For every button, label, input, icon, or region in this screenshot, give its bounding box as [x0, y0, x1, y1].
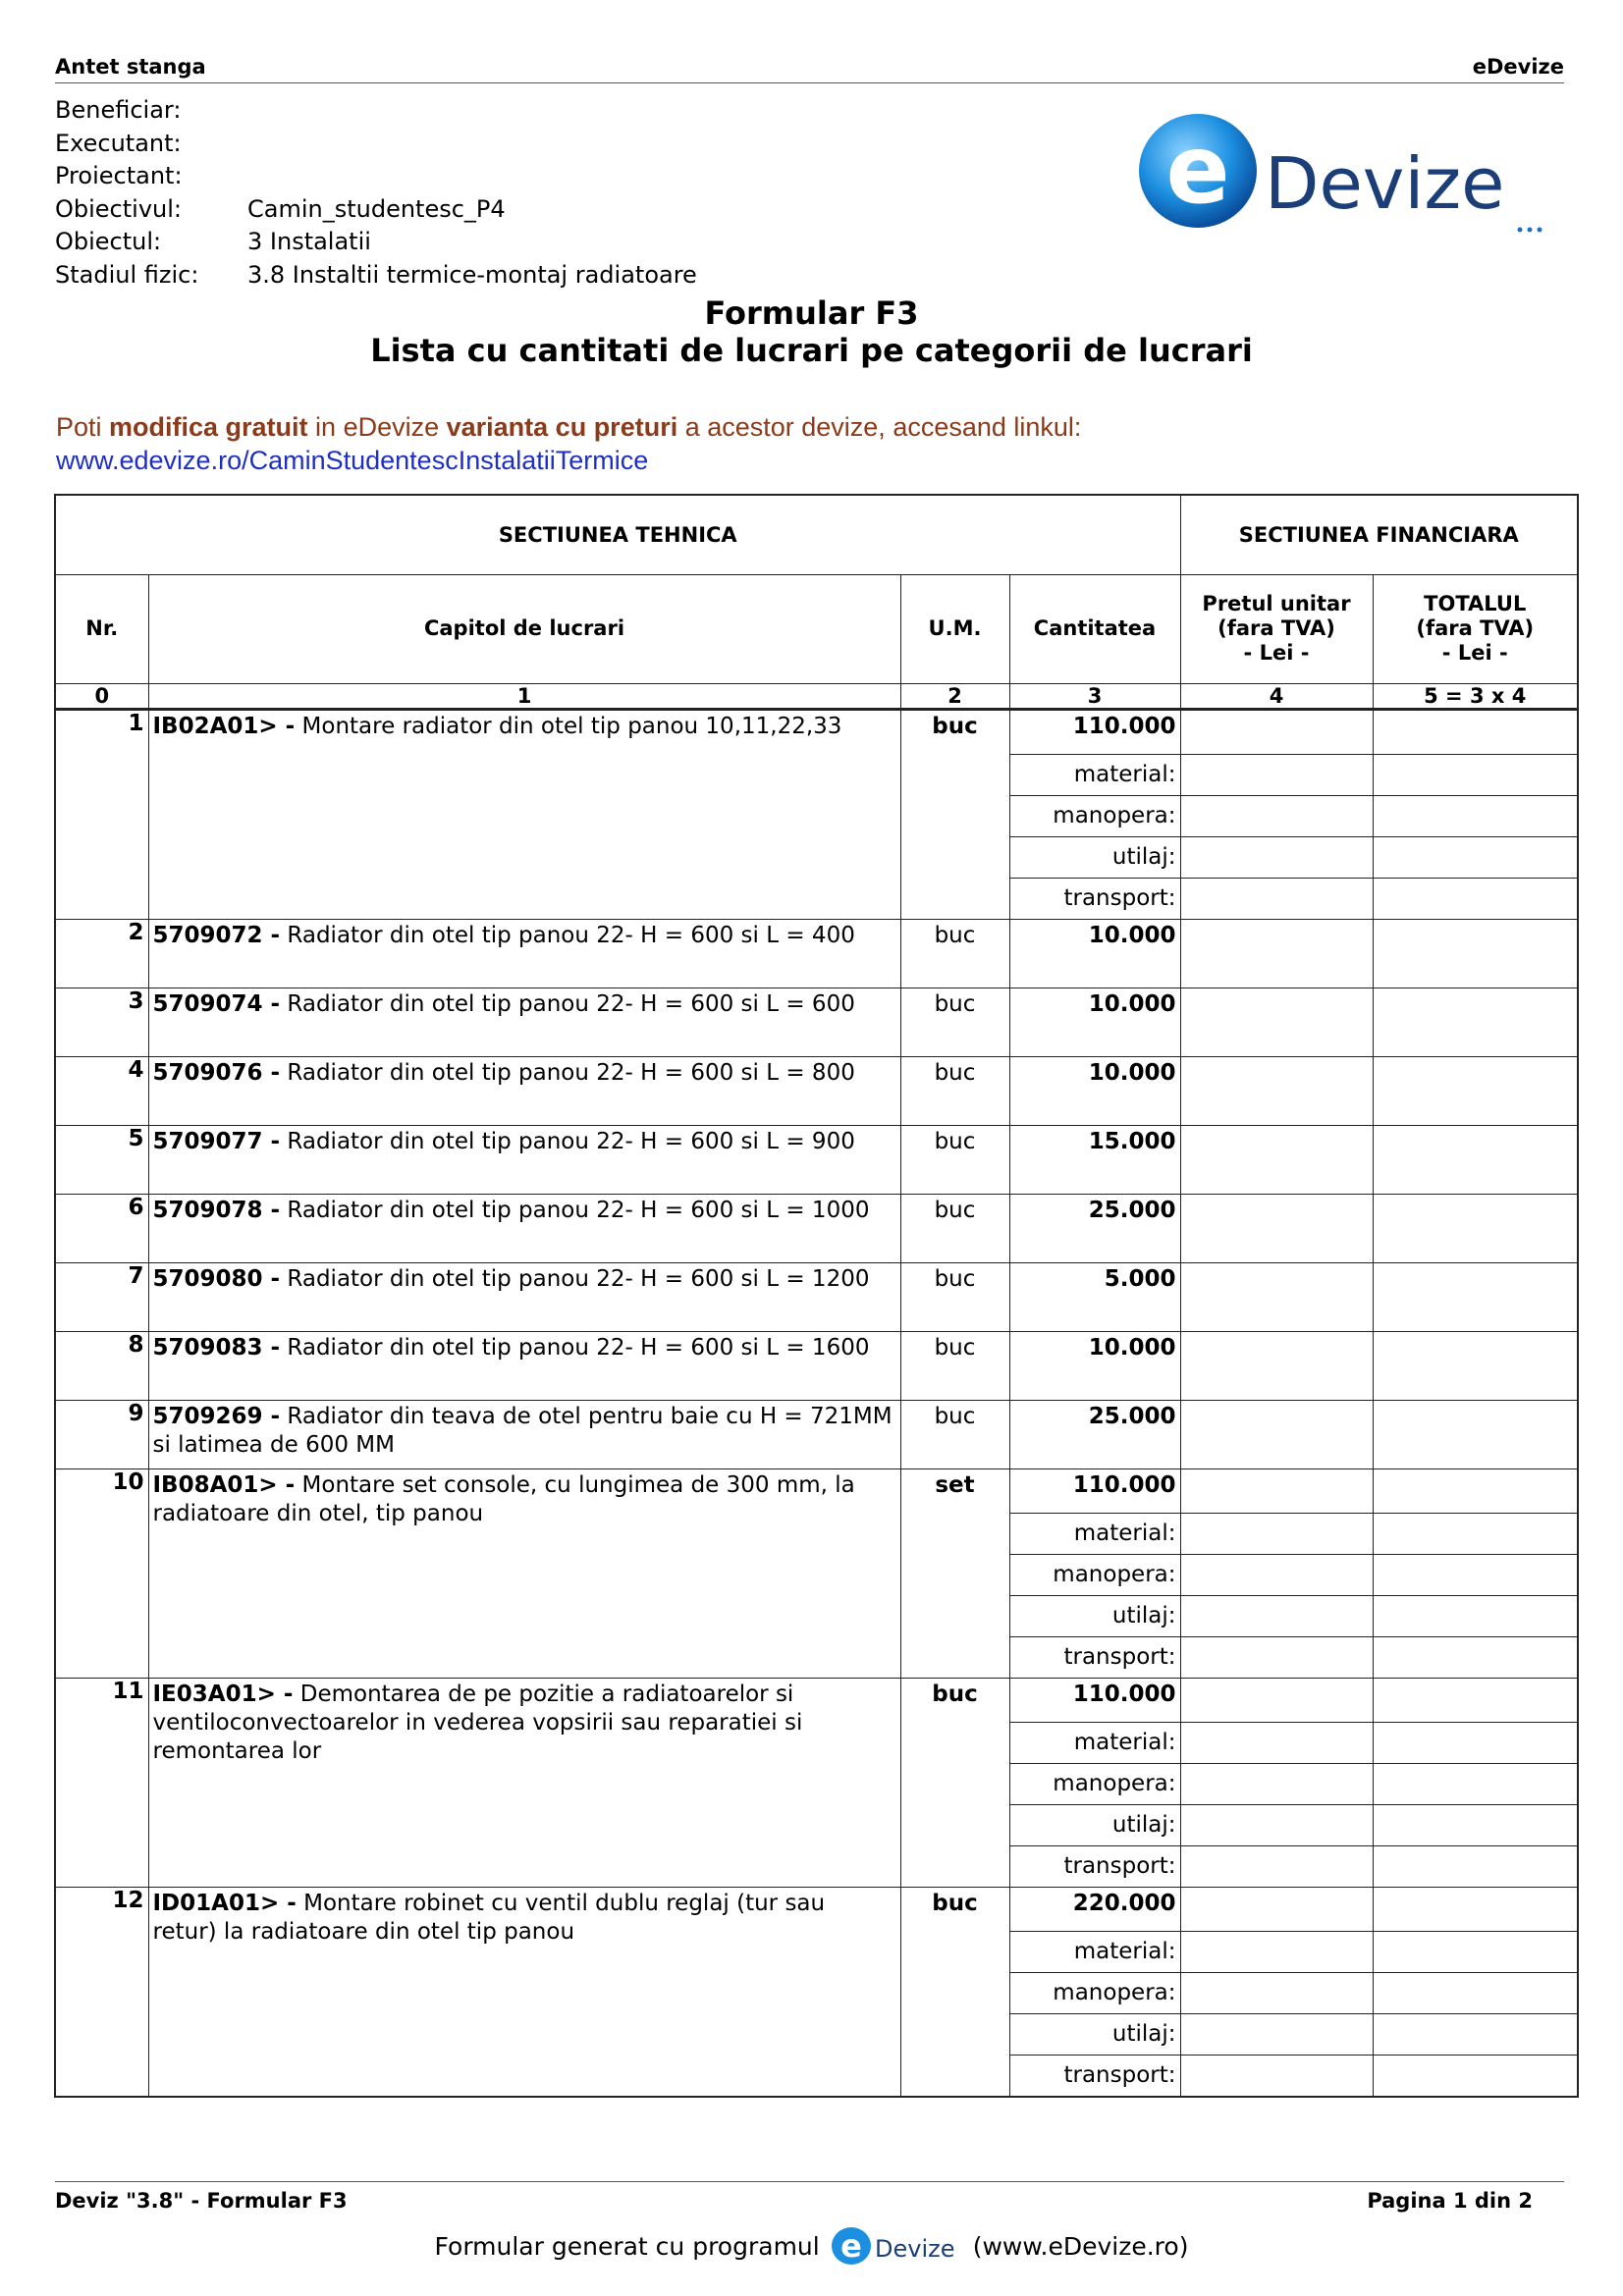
sub-total [1373, 1763, 1578, 1804]
row-qty: 110.000 [1009, 709, 1180, 754]
sub-label: material: [1009, 1931, 1180, 1972]
sub-unit-price [1180, 1595, 1373, 1636]
info-row [55, 259, 697, 293]
table-row [55, 1262, 1578, 1331]
sub-label: transport: [1009, 1636, 1180, 1678]
form-subtitle: Lista cu cantitati de lucrari pe categorii de lucrari [370, 332, 1253, 369]
row-nr: 4 [55, 1056, 148, 1125]
header-left: Antet stanga [55, 55, 206, 79]
row-um: buc [900, 709, 1009, 919]
info-value: Camin_studentesc_P4 [247, 194, 506, 223]
row-um: buc [900, 1056, 1009, 1125]
sub-label: material: [1009, 1722, 1180, 1763]
sub-total [1373, 2055, 1578, 2097]
index-cell: 1 [148, 683, 900, 709]
form-title: Formular F3 [704, 294, 919, 332]
row-um: buc [900, 988, 1009, 1056]
row-total [1373, 1887, 1578, 1931]
row-nr: 11 [55, 1678, 148, 1887]
index-cell: 3 [1009, 683, 1180, 709]
row-nr: 9 [55, 1400, 148, 1468]
index-row [55, 683, 1578, 709]
sub-unit-price [1180, 1931, 1373, 1972]
row-description: 5709080 - Radiator din otel tip panou 22- H = 600 si L = 1200 [148, 1262, 900, 1331]
table-row [55, 1400, 1578, 1468]
table-row [55, 1331, 1578, 1400]
row-um: buc [900, 1887, 1009, 2097]
row-total [1373, 1194, 1578, 1262]
sub-unit-price [1180, 2055, 1373, 2097]
info-value: 3 Instalatii [247, 228, 371, 255]
header-divider [55, 82, 1564, 83]
sub-total [1373, 1513, 1578, 1554]
row-description: 5709077 - Radiator din otel tip panou 22- H = 600 si L = 900 [148, 1125, 900, 1194]
row-qty: 25.000 [1009, 1400, 1180, 1468]
info-label: Proiectant: [55, 162, 183, 189]
row-total [1373, 1056, 1578, 1125]
sub-label: transport: [1009, 2055, 1180, 2097]
project-info [55, 94, 697, 292]
row-um: buc [900, 1400, 1009, 1468]
info-row [55, 193, 697, 227]
row-description: IB08A01> - Montare set console, cu lungimea de 300 mm, la radiatoare din otel, tip panou [148, 1468, 900, 1678]
row-total [1373, 1331, 1578, 1400]
table-row [55, 709, 1578, 754]
row-description: 5709083 - Radiator din otel tip panou 22- H = 600 si L = 1600 [148, 1331, 900, 1400]
sub-label: utilaj: [1009, 1595, 1180, 1636]
sub-unit-price [1180, 1513, 1373, 1554]
svg-text:e: e [839, 2227, 862, 2265]
row-description: 5709074 - Radiator din otel tip panou 22- H = 600 si L = 600 [148, 988, 900, 1056]
sub-label: utilaj: [1009, 1804, 1180, 1845]
sub-unit-price [1180, 1804, 1373, 1845]
edevize-logo [1137, 110, 1561, 238]
col-um: U.M. [900, 574, 1009, 683]
col-nr: Nr. [55, 574, 148, 683]
row-unit-price [1180, 919, 1373, 988]
sub-label: transport: [1009, 1845, 1180, 1887]
sub-unit-price [1180, 1845, 1373, 1887]
row-unit-price [1180, 1400, 1373, 1468]
row-total [1373, 1262, 1578, 1331]
col-total: TOTALUL (fara TVA) - Lei - [1373, 574, 1578, 683]
row-qty: 10.000 [1009, 988, 1180, 1056]
header-right: eDevize [1472, 55, 1564, 79]
index-cell: 0 [55, 683, 148, 709]
sub-unit-price [1180, 1972, 1373, 2013]
info-label: Obiectivul: [55, 194, 182, 223]
footer-gen-prefix: Formular generat cu programul [434, 2231, 820, 2261]
row-unit-price [1180, 988, 1373, 1056]
sub-unit-price [1180, 795, 1373, 836]
row-unit-price [1180, 1678, 1373, 1722]
promo-link[interactable]: www.edevize.ro/CaminStudentescInstalatiiTermice [56, 446, 649, 475]
row-unit-price [1180, 1125, 1373, 1194]
info-row [55, 226, 697, 259]
table-row [55, 1678, 1578, 1722]
row-unit-price [1180, 709, 1373, 754]
sub-total [1373, 1722, 1578, 1763]
row-unit-price [1180, 1887, 1373, 1931]
sub-unit-price [1180, 754, 1373, 795]
row-nr: 2 [55, 919, 148, 988]
row-qty: 25.000 [1009, 1194, 1180, 1262]
row-total [1373, 919, 1578, 988]
svg-text:Devize: Devize [1265, 142, 1505, 225]
sub-total [1373, 878, 1578, 919]
sub-label: transport: [1009, 878, 1180, 919]
sub-total [1373, 754, 1578, 795]
table-row [55, 1468, 1578, 1513]
row-qty: 10.000 [1009, 919, 1180, 988]
table-row [55, 988, 1578, 1056]
row-qty: 110.000 [1009, 1468, 1180, 1513]
sub-unit-price [1180, 1636, 1373, 1678]
row-unit-price [1180, 1056, 1373, 1125]
col-cantitate: Cantitatea [1009, 574, 1180, 683]
sub-total [1373, 1595, 1578, 1636]
row-um: buc [900, 1262, 1009, 1331]
sub-total [1373, 1931, 1578, 1972]
row-description: 5709078 - Radiator din otel tip panou 22- H = 600 si L = 1000 [148, 1194, 900, 1262]
section-tech: SECTIUNEA TEHNICA [55, 495, 1180, 574]
sub-label: utilaj: [1009, 836, 1180, 878]
sub-label: manopera: [1009, 1972, 1180, 2013]
row-nr: 10 [55, 1468, 148, 1678]
sub-total [1373, 1972, 1578, 2013]
row-nr: 6 [55, 1194, 148, 1262]
row-total [1373, 1468, 1578, 1513]
row-description: 5709072 - Radiator din otel tip panou 22- H = 600 si L = 400 [148, 919, 900, 988]
row-unit-price [1180, 1331, 1373, 1400]
sub-unit-price [1180, 1554, 1373, 1595]
sub-total [1373, 1636, 1578, 1678]
row-description: 5709076 - Radiator din otel tip panou 22- H = 600 si L = 800 [148, 1056, 900, 1125]
sub-total [1373, 1845, 1578, 1887]
table-row [55, 1125, 1578, 1194]
table-row [55, 1056, 1578, 1125]
row-um: buc [900, 1194, 1009, 1262]
sub-label: material: [1009, 754, 1180, 795]
row-um: buc [900, 1125, 1009, 1194]
table-row [55, 1887, 1578, 1931]
row-nr: 3 [55, 988, 148, 1056]
sub-label: manopera: [1009, 1554, 1180, 1595]
col-capitol: Capitol de lucrari [148, 574, 900, 683]
sub-unit-price [1180, 1722, 1373, 1763]
row-description: IB02A01> - Montare radiator din otel tip panou 10,11,22,33 [148, 709, 900, 919]
row-nr: 12 [55, 1887, 148, 2097]
row-nr: 7 [55, 1262, 148, 1331]
index-cell: 2 [900, 683, 1009, 709]
row-qty: 5.000 [1009, 1262, 1180, 1331]
col-pret: Pretul unitar (fara TVA) - Lei - [1180, 574, 1373, 683]
sub-label: utilaj: [1009, 2013, 1180, 2055]
info-row [55, 160, 697, 193]
info-label: Obiectul: [55, 228, 162, 255]
row-total [1373, 1125, 1578, 1194]
table-row [55, 919, 1578, 988]
edevize-small-logo [830, 2224, 963, 2268]
row-qty: 10.000 [1009, 1331, 1180, 1400]
row-nr: 1 [55, 709, 148, 919]
sub-total [1373, 1804, 1578, 1845]
sub-total [1373, 1554, 1578, 1595]
info-row [55, 94, 697, 128]
row-total [1373, 1678, 1578, 1722]
section-fin: SECTIUNEA FINANCIARA [1180, 495, 1578, 574]
sub-total [1373, 2013, 1578, 2055]
row-um: buc [900, 919, 1009, 988]
row-nr: 8 [55, 1331, 148, 1400]
footer-doc: Deviz "3.8" - Formular F3 [55, 2189, 348, 2213]
row-unit-price [1180, 1468, 1373, 1513]
row-unit-price [1180, 1194, 1373, 1262]
info-label: Executant: [55, 129, 182, 157]
row-total [1373, 988, 1578, 1056]
info-row [55, 128, 697, 161]
row-description: 5709269 - Radiator din teava de otel pentru baie cu H = 721MM si latimea de 600 MM [148, 1400, 900, 1468]
row-unit-price [1180, 1262, 1373, 1331]
row-description: ID01A01> - Montare robinet cu ventil dublu reglaj (tur sau retur) la radiatoare din otel tip panou [148, 1887, 900, 2097]
quantities-table [54, 494, 1579, 2098]
promo-text: Poti modifica gratuit in eDevize varianta cu preturi a acestor devize, accesand linkul: [56, 412, 1082, 442]
row-um: set [900, 1468, 1009, 1678]
footer-gen-suffix: (www.eDevize.ro) [972, 2231, 1189, 2261]
row-qty: 10.000 [1009, 1056, 1180, 1125]
sub-label: material: [1009, 1513, 1180, 1554]
info-value: 3.8 Instaltii termice-montaj radiatoare [247, 260, 697, 289]
row-qty: 110.000 [1009, 1678, 1180, 1722]
sub-unit-price [1180, 1763, 1373, 1804]
row-qty: 220.000 [1009, 1887, 1180, 1931]
sub-unit-price [1180, 836, 1373, 878]
row-total [1373, 709, 1578, 754]
svg-text:e: e [1165, 115, 1230, 225]
index-cell: 5 = 3 x 4 [1373, 683, 1578, 709]
footer-page: Pagina 1 din 2 [1367, 2189, 1533, 2213]
sub-unit-price [1180, 2013, 1373, 2055]
row-um: buc [900, 1678, 1009, 1887]
footer-generated [0, 2224, 1623, 2268]
sub-total [1373, 795, 1578, 836]
sub-label: manopera: [1009, 1763, 1180, 1804]
row-nr: 5 [55, 1125, 148, 1194]
index-cell: 4 [1180, 683, 1373, 709]
svg-text:Devize: Devize [874, 2235, 955, 2263]
info-label: Beneficiar: [55, 96, 182, 124]
row-um: buc [900, 1331, 1009, 1400]
row-qty: 15.000 [1009, 1125, 1180, 1194]
table-row [55, 1194, 1578, 1262]
row-description: IE03A01> - Demontarea de pe pozitie a radiatoarelor si ventiloconvectoarelor in vederea vopsirii sau reparatiei si remontarea lor [148, 1678, 900, 1887]
row-total [1373, 1400, 1578, 1468]
sub-unit-price [1180, 878, 1373, 919]
sub-total [1373, 836, 1578, 878]
sub-label: manopera: [1009, 795, 1180, 836]
footer-divider [55, 2181, 1564, 2182]
info-label: Stadiul fizic: [55, 260, 199, 289]
